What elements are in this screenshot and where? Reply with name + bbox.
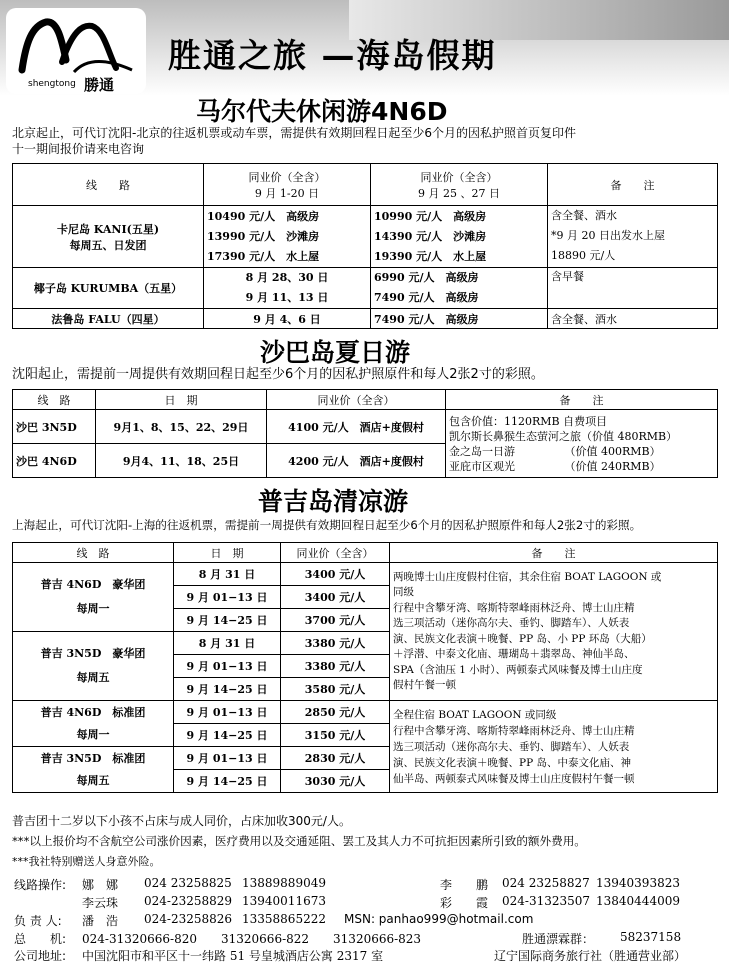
col-price-dates: 9 月 1-20 日 — [254, 186, 320, 200]
switchboard-numbers: 024-31320666-820 31320666-822 31320666-823 — [82, 932, 422, 946]
note-line: 行程中含攀牙湾、喀斯特翠峰雨林泛舟、博士山庄精 — [393, 724, 635, 737]
note-line: 演、民族文化表演＋晚餐、PP 岛、小 PP 环岛（大船） — [393, 632, 652, 645]
col-price-2 — [371, 164, 548, 206]
price-cell: 3700 元/人 — [281, 609, 390, 632]
date-cell: 9 月 01−13 日 — [174, 586, 281, 609]
disclaimer-note: ***以上报价均不含航空公司涨价因素，医疗费用以及交通延阻、罢工及其人力不可抗拒因素所引致的额外费用。 — [12, 834, 586, 848]
manager-name: 潘 浩 — [82, 914, 119, 928]
note-line: 两晚博士山庄度假村住宿，其余住宿 BOAT LAGOON 或 — [393, 570, 662, 583]
note-cell — [446, 410, 718, 478]
route-cell — [13, 563, 174, 632]
note-line: 含全餐、酒水 — [551, 209, 617, 222]
col-price: 同业价（全含） — [267, 390, 446, 410]
price-line: 19390 元/人 水上屋 — [374, 249, 487, 263]
logo-chinese-text: 勝通 — [84, 76, 115, 94]
sabah-table — [12, 389, 718, 478]
maldives-intro-line: 十一期间报价请来电咨询 — [12, 142, 145, 156]
route-name: 普吉 4N6D 标准团 — [40, 705, 146, 719]
route-name: 沙巴 4N6D — [13, 444, 96, 478]
col-price: 同业价（全含） — [281, 543, 390, 563]
price-line: 14390 元/人 沙滩房 — [374, 229, 487, 243]
date-cell: 9 月 01−13 日 — [174, 747, 281, 770]
route-schedule: 每周五 — [76, 671, 110, 684]
col-price-label: 同业价（全含） — [248, 170, 326, 184]
price-line: 10490 元/人 高级房 — [207, 209, 320, 223]
table-row — [13, 268, 718, 309]
date-cell: 9月4、11、18、25日 — [96, 444, 267, 478]
route-schedule: 每周五、日发团 — [69, 238, 147, 252]
note-cell — [390, 563, 718, 701]
date-cell: 8 月 31 日 — [174, 563, 281, 586]
maldives-table — [12, 163, 718, 329]
table-row — [13, 563, 718, 586]
route-name: 椰子岛 KURUMBA（五星） — [13, 268, 204, 309]
address-label: 公司地址: — [14, 949, 67, 963]
group-label: 胜通漂霖群： — [522, 932, 595, 946]
price-cell — [371, 206, 548, 268]
price-line: 10990 元/人 高级房 — [374, 209, 487, 223]
note-line: 凯尔斯长鼻猴生态萤河之旅（价值 480RMB） — [449, 429, 678, 443]
route-name: 法鲁岛 FALU（四星） — [13, 309, 204, 329]
group-number: 58237158 — [620, 930, 682, 944]
note-line: 包含价值：1120RMB 自费项目 — [449, 414, 608, 428]
price-cell: 2850 元/人 — [281, 701, 390, 724]
ops-name: 李云珠 — [82, 896, 119, 910]
phuket-title: 普吉岛清凉游 — [258, 487, 409, 516]
address-text: 中国沈阳市和平区十一纬路 51 号皇城酒店公寓 2317 室 — [82, 949, 384, 963]
price-line: 7490 元/人 高级房 — [374, 291, 479, 304]
table-header-row — [13, 390, 718, 410]
route-cell — [13, 632, 174, 701]
logo-english-text: shengtong — [28, 79, 76, 89]
date-cell: 9 月 14−25 日 — [174, 609, 281, 632]
route-name: 沙巴 3N5D — [13, 410, 96, 444]
price-line: 6990 元/人 高级房 — [374, 271, 479, 284]
date-cell: 9 月 14−25 日 — [174, 678, 281, 701]
ops-name: 娜 娜 — [82, 878, 119, 892]
note-line: 同级 — [393, 586, 414, 598]
mountain-logo-icon — [12, 12, 140, 78]
note-line: 假村午餐一顿 — [393, 679, 456, 691]
phuket-intro: 上海起止，可代订沈阳-上海的往返机票，需提前一周提供有效期回程日起至少6个月的因私护照原件和每人2张2寸的彩照。 — [12, 518, 642, 532]
agency-name: 辽宁国际商务旅行社（胜通营业部） — [494, 949, 687, 963]
note-cell: 含全餐、酒水 — [548, 309, 718, 329]
date-line: 8 月 28、30 日 — [245, 271, 329, 284]
note-line: 亚庇市区观光 （价值 240RMB） — [449, 459, 661, 473]
price-cell: 3580 元/人 — [281, 678, 390, 701]
msn-contact[interactable]: MSN: panhao999@hotmail.com — [344, 912, 534, 926]
note-line: ＋浮潜、中泰文化庙、珊瑚岛＋翡翠岛、神仙半岛、 — [393, 648, 635, 660]
table-row — [13, 410, 718, 444]
date-cell: 9 月 14−25 日 — [174, 724, 281, 747]
col-notes: 备 注 — [446, 390, 718, 410]
table-header-row — [13, 164, 718, 206]
ops-label: 线路操作: — [14, 878, 67, 892]
route-schedule: 每周一 — [76, 727, 110, 741]
col-price-label: 同业价（全含） — [420, 170, 498, 184]
col-route: 线 路 — [13, 164, 204, 206]
ops-phone: 024 23258825 — [144, 876, 232, 890]
note-line: 演、民族文化表演＋晚餐、PP 岛、中泰文化庙、神 — [393, 756, 631, 769]
note-cell — [548, 206, 718, 268]
table-row — [13, 701, 718, 724]
ops-phone: 024-23258829 — [144, 894, 233, 908]
note-cell: 含早餐 — [548, 268, 718, 309]
note-line: SPA（含油压 1 小时）、两顿泰式风味餐及博士山庄度 — [393, 663, 643, 676]
child-policy-note: 普吉团十二岁以下小孩不占床与成人同价，占床加收300元/人。 — [12, 814, 351, 828]
note-cell — [390, 701, 718, 793]
table-row — [13, 309, 718, 329]
maldives-intro — [12, 125, 576, 157]
price-cell: 3150 元/人 — [281, 724, 390, 747]
col-date: 日 期 — [174, 543, 281, 563]
route-cell — [13, 747, 174, 793]
maldives-intro-line: 北京起止，可代订沈阳-北京的往返机票或动车票，需提供有效期回程日起至少6个月的因私护照首页复印件 — [12, 126, 576, 140]
route-cell — [13, 206, 204, 268]
price-cell — [371, 268, 548, 309]
note-line: 18890 元/人 — [551, 249, 616, 262]
date-cell: 8 月 31 日 — [174, 632, 281, 655]
date-line: 9 月 11、13 日 — [245, 291, 329, 304]
ops-mobile: 13940393823 — [596, 876, 680, 890]
price-cell: 2830 元/人 — [281, 747, 390, 770]
price-cell: 4100 元/人 酒店+度假村 — [267, 410, 446, 444]
col-date: 日 期 — [96, 390, 267, 410]
date-cell: 9月1、8、15、22、29日 — [96, 410, 267, 444]
manager-phone: 024-23258826 — [144, 912, 233, 926]
price-cell: 3030 元/人 — [281, 770, 390, 793]
ops-mobile: 13840444009 — [596, 894, 680, 908]
ops-mobile: 13940011673 — [242, 894, 326, 908]
date-cell — [204, 268, 371, 309]
date-cell: 9 月 01−13 日 — [174, 701, 281, 724]
route-name: 普吉 3N5D 标准团 — [40, 751, 146, 765]
col-price-1 — [204, 164, 371, 206]
phuket-table — [12, 542, 718, 793]
date-cell: 9 月 4、6 日 — [204, 309, 371, 329]
table-header-row — [13, 543, 718, 563]
col-notes: 备 注 — [548, 164, 718, 206]
switchboard-label: 总 机: — [14, 932, 67, 946]
ops-phone: 024-31323507 — [502, 894, 591, 908]
price-cell — [204, 206, 371, 268]
route-schedule: 每周五 — [76, 773, 110, 787]
note-line: 仙半岛、两顿泰式风味餐及博士山庄度假村午餐一顿 — [393, 772, 635, 785]
price-cell: 7490 元/人 高级房 — [371, 309, 548, 329]
ops-name: 李 鹏 — [440, 878, 489, 892]
ops-mobile: 13889889049 — [242, 876, 326, 890]
route-name: 普吉 3N5D 豪华团 — [40, 647, 146, 660]
note-line: 选三项活动（迷你高尔夫、垂钓、脚踏车）、人妖表 — [393, 617, 630, 629]
sabah-intro: 沈阳起止，需提前一周提供有效期回程日起至少6个月的因私护照原件和每人2张2寸的彩照。 — [12, 367, 544, 382]
col-route: 线 路 — [13, 390, 96, 410]
manager-mobile: 13358865222 — [242, 912, 326, 926]
table-row — [13, 206, 718, 268]
col-price-dates: 9 月 25 、27 日 — [418, 186, 500, 200]
price-cell: 3380 元/人 — [281, 655, 390, 678]
route-schedule: 每周一 — [76, 602, 110, 615]
route-cell — [13, 701, 174, 747]
col-route: 线 路 — [13, 543, 174, 563]
route-name: 卡尼岛 KANI(五星) — [56, 222, 160, 236]
sabah-title: 沙巴岛夏日游 — [260, 338, 411, 367]
note-line: 全程住宿 BOAT LAGOON 或同级 — [393, 708, 557, 721]
note-line: 选三项活动（迷你高尔夫、垂钓、脚踏车）、人妖表 — [393, 740, 630, 753]
ops-name: 彩 霞 — [440, 896, 489, 910]
price-line: 13990 元/人 沙滩房 — [207, 229, 320, 243]
ops-phone: 024 23258827 — [502, 876, 590, 890]
note-line: 行程中含攀牙湾、喀斯特翠峰雨林泛舟、博士山庄精 — [393, 601, 635, 614]
route-name: 普吉 4N6D 豪华团 — [40, 578, 146, 591]
price-cell: 3380 元/人 — [281, 632, 390, 655]
brand-title: 胜通之旅 —海岛假期 — [168, 36, 497, 75]
note-line: *9 月 20 日出发水上屋 — [551, 229, 665, 242]
insurance-note: ***我社特别赠送人身意外险。 — [12, 855, 161, 868]
price-cell: 3400 元/人 — [281, 563, 390, 586]
price-cell: 3400 元/人 — [281, 586, 390, 609]
price-line: 17390 元/人 水上屋 — [207, 249, 320, 263]
date-cell: 9 月 01−13 日 — [174, 655, 281, 678]
date-cell: 9 月 14−25 日 — [174, 770, 281, 793]
maldives-title: 马尔代夫休闲游4N6D — [196, 97, 448, 126]
company-logo — [6, 8, 146, 94]
manager-label: 负 责 人: — [14, 914, 62, 928]
col-notes: 备 注 — [390, 543, 718, 563]
price-cell: 4200 元/人 酒店+度假村 — [267, 444, 446, 478]
note-line: 金之岛一日游 （价值 400RMB） — [449, 444, 661, 458]
